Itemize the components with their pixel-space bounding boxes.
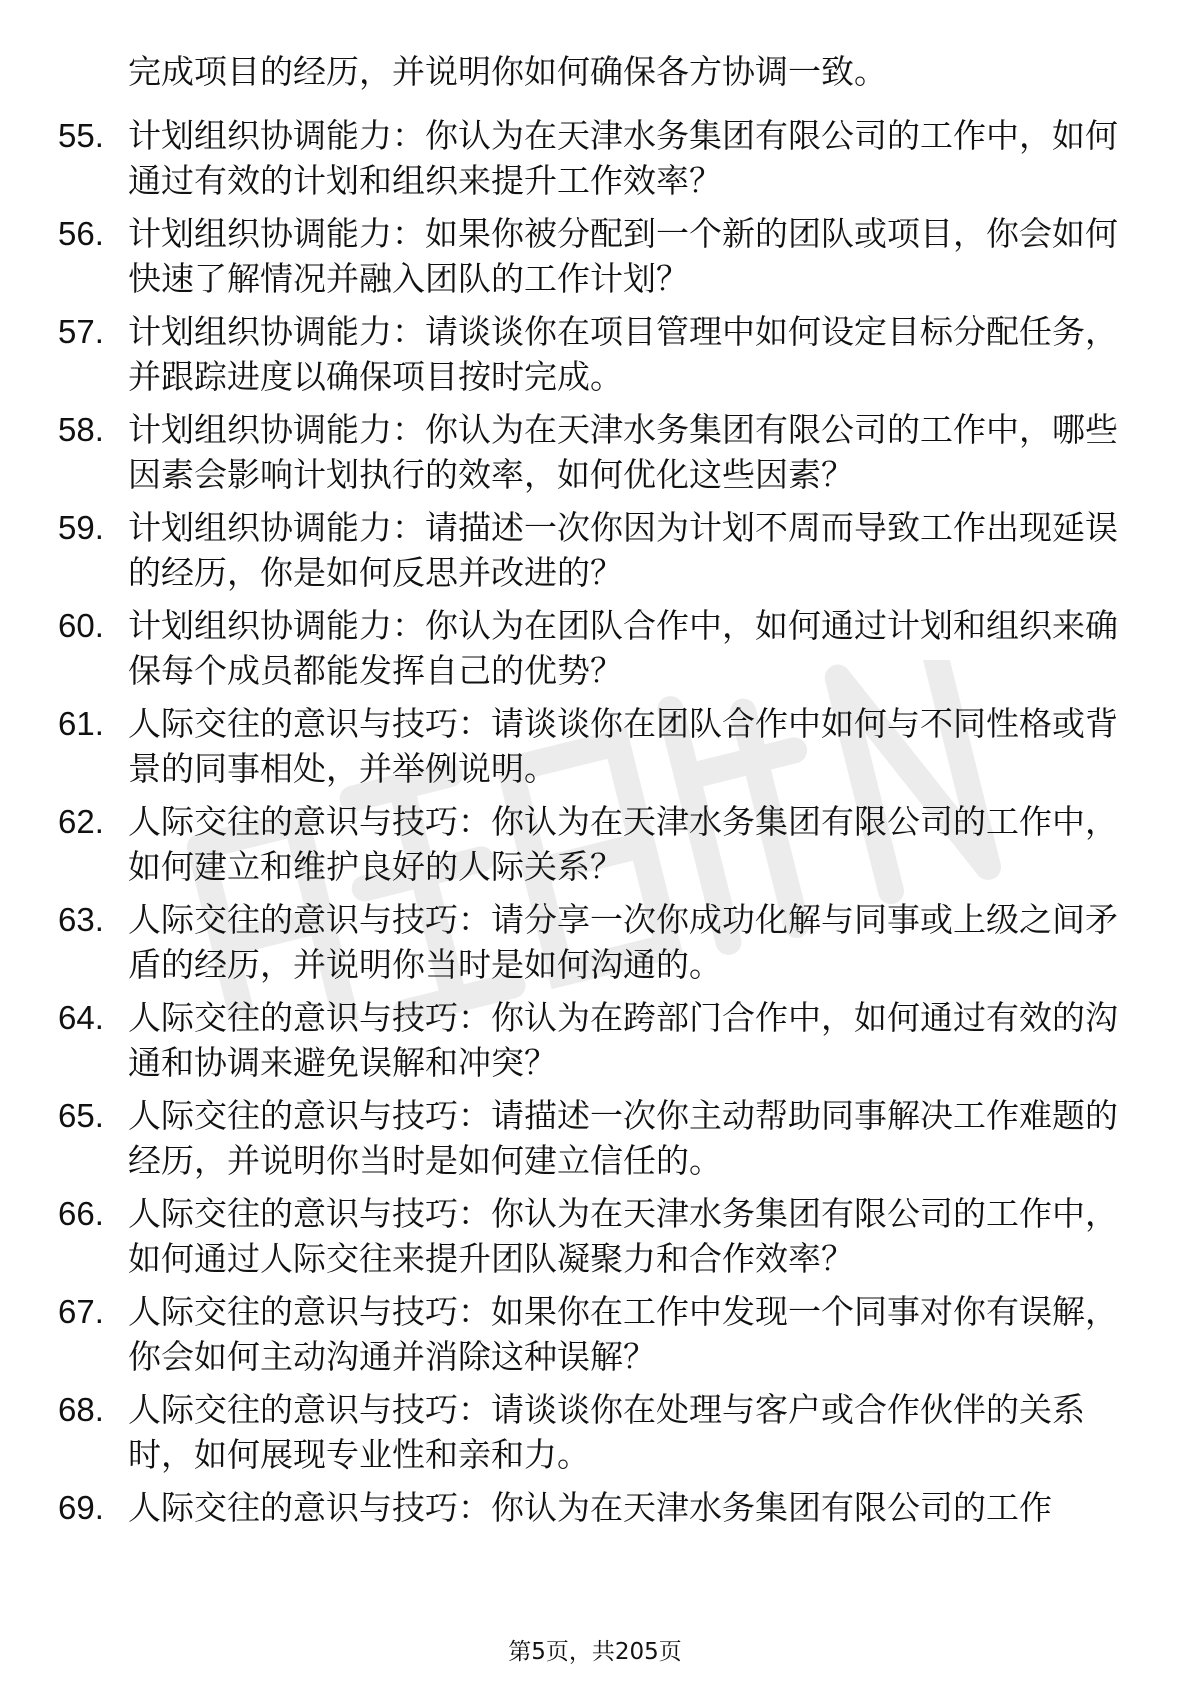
item-number: 63. bbox=[58, 901, 104, 938]
list-item bbox=[58, 505, 1133, 595]
item-number: 65. bbox=[58, 1097, 104, 1134]
list-item bbox=[58, 113, 1133, 203]
item-text: 计划组织协调能力：你认为在天津水务集团有限公司的工作中，哪些因素会影响计划执行的效率，如何优化这些因素？ bbox=[128, 410, 1118, 494]
item-number: 58. bbox=[58, 411, 104, 448]
list-item bbox=[58, 897, 1133, 987]
item-text: 计划组织协调能力：请谈谈你在项目管理中如何设定目标分配任务，并跟踪进度以确保项目按时完成。 bbox=[128, 312, 1118, 396]
list-item bbox=[58, 701, 1133, 791]
list-item bbox=[58, 407, 1133, 497]
item-number: 67. bbox=[58, 1293, 104, 1330]
item-text: 人际交往的意识与技巧：请谈谈你在处理与客户或合作伙伴的关系时，如何展现专业性和亲和力。 bbox=[128, 1390, 1085, 1474]
item-text: 人际交往的意识与技巧：你认为在天津水务集团有限公司的工作中，如何建立和维护良好的人际关系？ bbox=[128, 802, 1118, 886]
page-footer: 第5页，共205页 bbox=[508, 1639, 682, 1665]
list-item bbox=[58, 309, 1133, 399]
item-number: 56. bbox=[58, 215, 104, 252]
item-number: 64. bbox=[58, 999, 104, 1036]
list-item bbox=[58, 1485, 1133, 1530]
item-number: 66. bbox=[58, 1195, 104, 1232]
item-number: 59. bbox=[58, 509, 104, 546]
list-item bbox=[58, 1093, 1133, 1183]
list-item bbox=[58, 603, 1133, 693]
item-text: 人际交往的意识与技巧：请谈谈你在团队合作中如何与不同性格或背景的同事相处，并举例说明。 bbox=[128, 704, 1118, 788]
item-text: 人际交往的意识与技巧：如果你在工作中发现一个同事对你有误解，你会如何主动沟通并消除这种误解？ bbox=[128, 1292, 1118, 1376]
item-text: 人际交往的意识与技巧：你认为在跨部门合作中，如何通过有效的沟通和协调来避免误解和冲突？ bbox=[128, 998, 1118, 1082]
list-item bbox=[58, 1191, 1133, 1281]
item-number: 55. bbox=[58, 117, 104, 154]
item-number: 61. bbox=[58, 705, 104, 742]
item-text: 计划组织协调能力：如果你被分配到一个新的团队或项目，你会如何快速了解情况并融入团队的工作计划？ bbox=[128, 214, 1118, 298]
list-item bbox=[58, 1289, 1133, 1379]
item-text: 计划组织协调能力：请描述一次你因为计划不周而导致工作出现延误的经历，你是如何反思并改进的？ bbox=[128, 508, 1118, 592]
list-item bbox=[58, 799, 1133, 889]
list-item bbox=[58, 1387, 1133, 1477]
list-item bbox=[58, 995, 1133, 1085]
item-number: 69. bbox=[58, 1489, 104, 1526]
item-text: 人际交往的意识与技巧：请描述一次你主动帮助同事解决工作难题的经历，并说明你当时是如何建立信任的。 bbox=[128, 1096, 1118, 1180]
item-number: 62. bbox=[58, 803, 104, 840]
continued-text-line: 完成项目的经历，并说明你如何确保各方协调一致。 bbox=[128, 52, 887, 91]
item-number: 57. bbox=[58, 313, 104, 350]
item-text: 人际交往的意识与技巧：你认为在天津水务集团有限公司的工作中，如何通过人际交往来提升团队凝聚力和合作效率？ bbox=[128, 1194, 1118, 1278]
item-text: 人际交往的意识与技巧：请分享一次你成功化解与同事或上级之间矛盾的经历，并说明你当时是如何沟通的。 bbox=[128, 900, 1118, 984]
item-number: 60. bbox=[58, 607, 104, 644]
item-text: 计划组织协调能力：你认为在团队合作中，如何通过计划和组织来确保每个成员都能发挥自己的优势？ bbox=[128, 606, 1118, 690]
question-list bbox=[58, 113, 1133, 1538]
item-text: 人际交往的意识与技巧：你认为在天津水务集团有限公司的工作 bbox=[128, 1488, 1052, 1527]
item-number: 68. bbox=[58, 1391, 104, 1428]
item-text: 计划组织协调能力：你认为在天津水务集团有限公司的工作中，如何通过有效的计划和组织来提升工作效率？ bbox=[128, 116, 1118, 200]
list-item bbox=[58, 211, 1133, 301]
